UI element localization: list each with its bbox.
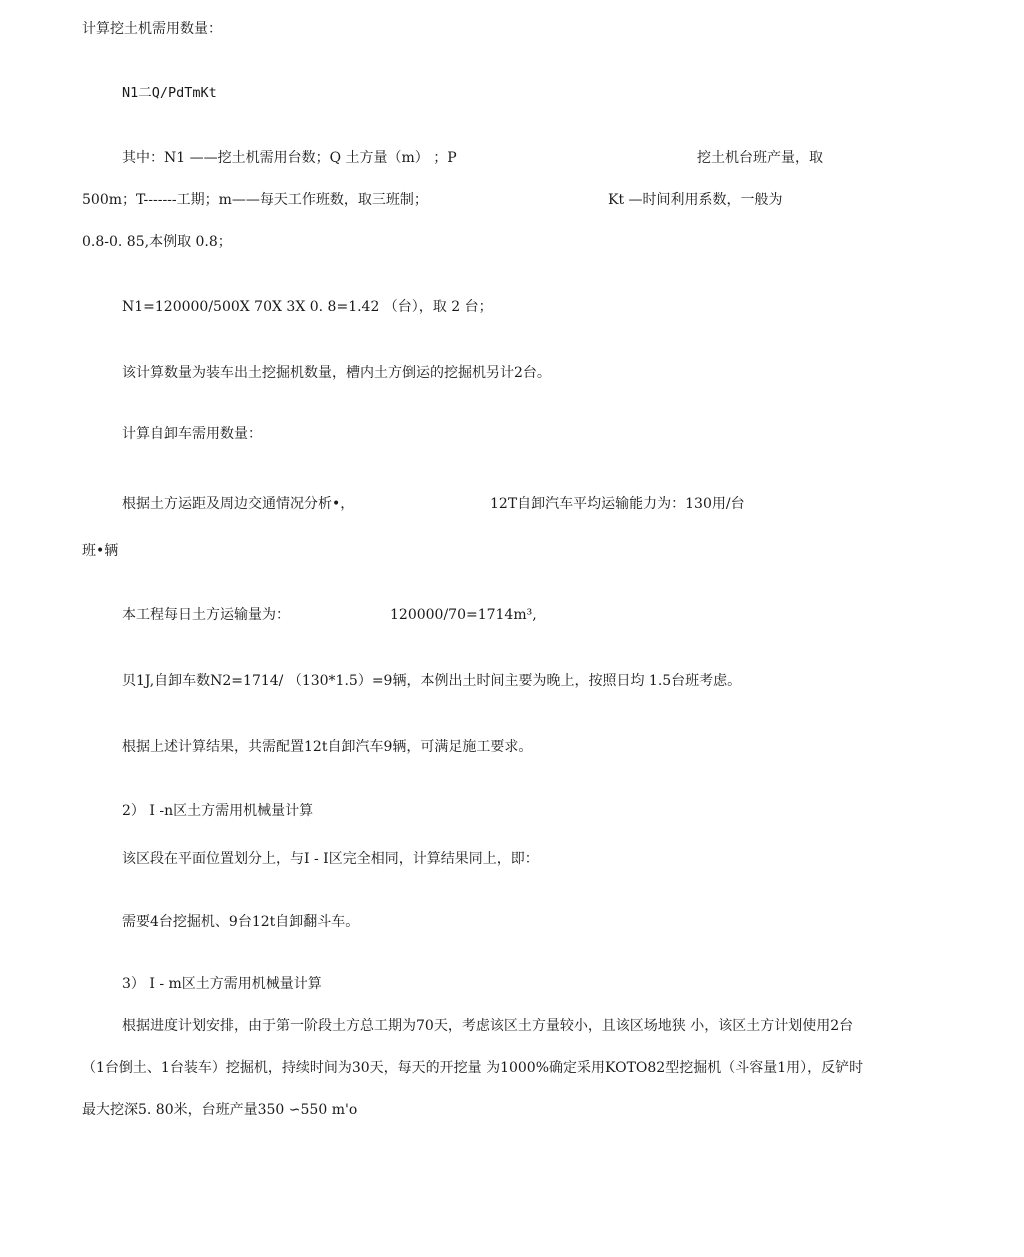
section-heading: 2） I -n区土方需用机械量计算 (122, 803, 314, 819)
paragraph-line: 该区段在平面位置划分上，与I - I区完全相同，计算结果同上，即： (122, 851, 539, 867)
paragraph-line: 其中：N1 ——挖土机需用台数；Q 土方量（m） ；P (122, 150, 457, 166)
paragraph-line: 贝1J,自卸车数N2=1714/ （130*1.5）=9辆，本例出土时间主要为晚上，按照日均 1.5台班考虑。 (122, 673, 742, 689)
section-heading: 3） I - m区土方需用机械量计算 (122, 976, 322, 992)
paragraph-line: 根据土方运距及周边交通情况分析•， (122, 496, 355, 512)
paragraph-line: 最大挖深5. 80米，台班产量350 ∽550 m'o (82, 1102, 358, 1118)
paragraph-line: 计算挖土机需用数量： (82, 21, 222, 37)
paragraph-line: 500m；T-------工期；m——每天工作班数，取三班制； (82, 192, 428, 208)
paragraph-line: （1台倒土、1台装车）挖掘机，持续时间为30天，每天的开挖量 为1000%确定采用KOTO82型挖掘机（斗容量1用），反铲时 (82, 1060, 864, 1076)
paragraph-line: 本工程每日土方运输量为： (122, 607, 290, 623)
paragraph-line: Kt —时间利用系数，一般为 (608, 192, 783, 208)
paragraph-line: 12T自卸汽车平均运输能力为：130用/台 (490, 496, 745, 512)
paragraph-line: 0.8-0. 85,本例取 0.8； (82, 234, 232, 250)
formula-line: 120000/70=1714m³, (390, 607, 537, 623)
paragraph-line: 根据上述计算结果，共需配置12t自卸汽车9辆，可满足施工要求。 (122, 739, 533, 755)
formula-line: N1二Q/PdTmKt (122, 85, 217, 101)
paragraph-line: 计算自卸车需用数量： (122, 426, 262, 442)
paragraph-line: 需要4台挖掘机、9台12t自卸翻斗车。 (122, 914, 360, 930)
paragraph-line: 该计算数量为装车出土挖掘机数量，槽内土方倒运的挖掘机另计2台。 (122, 365, 551, 381)
paragraph-line: 根据进度计划安排，由于第一阶段土方总工期为70天，考虑该区土方量较小，且该区场地狭 小，该区土方计划使用2台 (122, 1018, 854, 1034)
paragraph-line: 挖土机台班产量，取 (697, 150, 823, 166)
paragraph-line: 班•辆 (82, 543, 119, 559)
formula-line: N1=120000/500X 70X 3X 0. 8=1.42 （台），取 2 台； (122, 299, 493, 315)
